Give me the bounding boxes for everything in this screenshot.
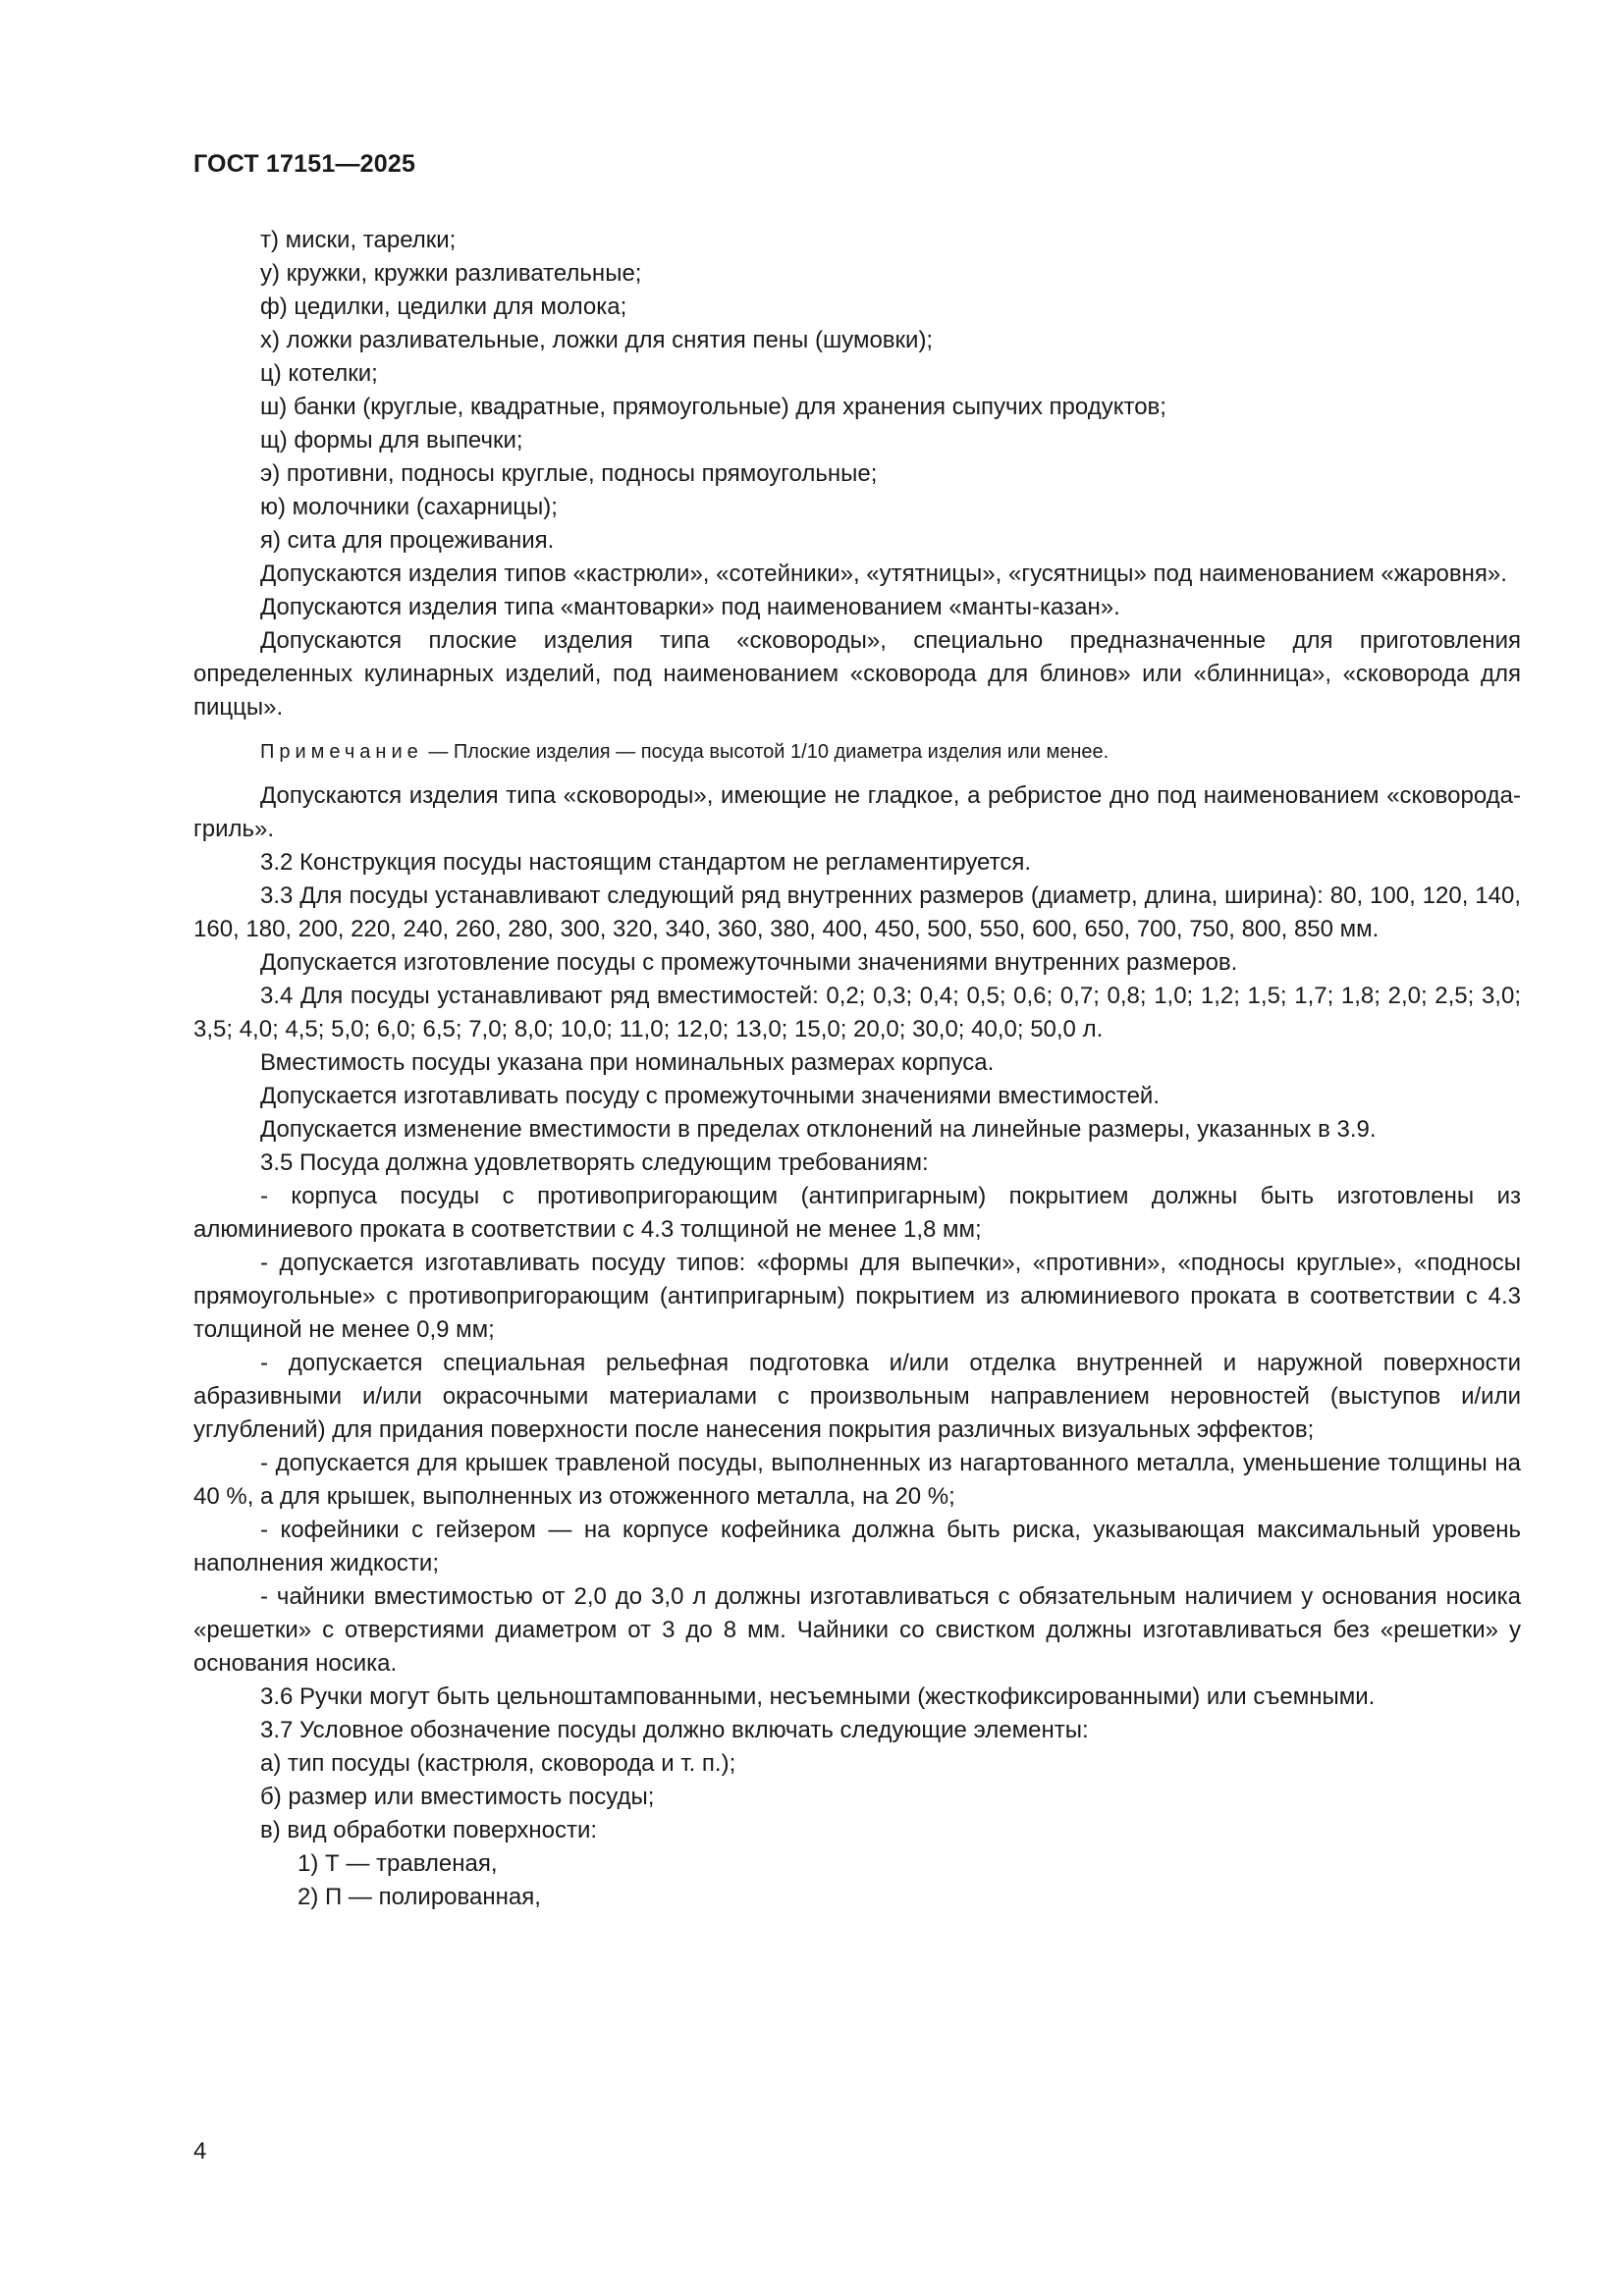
requirement-item: - корпуса посуды с противопригорающим (антипригарным) покрытием должны быть изготовлены из алюминиевого проката в соответствии с 4.3 толщиной не менее 1,8 мм;: [193, 1183, 1521, 1243]
paragraph: Допускаются плоские изделия типа «сковороды», специально предназначенные для приготовления определенных кулинарных изделий, под наименованием «сковорода для блинов» или «блинница», «сковорода для пиццы».: [193, 627, 1521, 721]
designation-item: а) тип посуды (кастрюля, сковорода и т. п.);: [260, 1750, 736, 1777]
designation-item: в) вид обработки поверхности:: [260, 1817, 598, 1843]
document-body: [193, 224, 1521, 1914]
requirement-item: - чайники вместимостью от 2,0 до 3,0 л должны изготавливаться с обязательным наличием у основания носика «решетки» с отверстиями диаметром от 3 до 8 мм. Чайники со свистком должны изготавливаться без «решетки» у основания носика.: [193, 1583, 1521, 1677]
note-label: Примечание: [260, 741, 423, 763]
requirement-item: - допускается специальная рельефная подготовка и/или отделка внутренней и наружной поверхности абразивными и/или окрасочными материалами с произвольным направлением неровностей (выступов и/или углублений) для придания поверхности после нанесения покрытия различных визуальных эффектов;: [193, 1350, 1521, 1443]
paragraph: Вместимость посуды указана при номинальных размерах корпуса.: [260, 1049, 995, 1076]
paragraph: 3.7 Условное обозначение посуды должно включать следующие элементы:: [260, 1717, 1089, 1743]
paragraph: Допускается изготавливать посуду с промежуточными значениями вместимостей.: [260, 1083, 1160, 1109]
list-item: ф) цедилки, цедилки для молока;: [260, 294, 627, 320]
requirement-item: - кофейники с гейзером — на корпусе кофейника должна быть риска, указывающая максимальный уровень наполнения жидкости;: [193, 1517, 1521, 1576]
page-number: 4: [193, 2138, 207, 2164]
paragraph: Допускаются изделия типа «мантоварки» под наименованием «манты-казан».: [260, 594, 1120, 620]
list-item: у) кружки, кружки разливательные;: [260, 260, 642, 287]
list-item: ш) банки (круглые, квадратные, прямоугольные) для хранения сыпучих продуктов;: [260, 394, 1166, 420]
surface-item: 1) Т — травленая,: [298, 1850, 498, 1877]
requirement-item: - допускается для крышек травленой посуды, выполненных из нагартованного металла, уменьшение толщины на 40 %, а для крышек, выполненных из отожженного металла, на 20 %;: [193, 1450, 1521, 1510]
surface-item: 2) П — полированная,: [298, 1884, 541, 1910]
paragraph: Допускается изготовление посуды с промежуточными значениями внутренних размеров.: [260, 949, 1238, 976]
list-item: я) сита для процеживания.: [260, 527, 555, 554]
list-item: ц) котелки;: [260, 360, 378, 387]
note: [193, 736, 1521, 768]
paragraph: 3.4 Для посуды устанавливают ряд вместимостей: 0,2; 0,3; 0,4; 0,5; 0,6; 0,7; 0,8; 1,0; 1,2; 1,5; 1,7; 1,8; 2,0; 2,5; 3,0; 3,5; 4,0; 4,5; 5,0; 6,0; 6,5; 7,0; 8,0; 10,0; 11,0; 12,0; 13,0; 15,0; 20,0; 30,0; 40,0; 50,0 л.: [193, 983, 1521, 1042]
list-item: э) противни, подносы круглые, подносы прямоугольные;: [260, 460, 878, 487]
paragraph: Допускается изменение вместимости в пределах отклонений на линейные размеры, указанных в 3.9.: [260, 1116, 1377, 1143]
paragraph: 3.2 Конструкция посуды настоящим стандартом не регламентируется.: [260, 849, 1031, 876]
list-item: ю) молочники (сахарницы);: [260, 494, 558, 520]
list-item: щ) формы для выпечки;: [260, 427, 523, 454]
list-item: т) миски, тарелки;: [260, 227, 457, 253]
designation-item: б) размер или вместимость посуды;: [260, 1784, 655, 1810]
note-text: — Плоские изделия — посуда высотой 1/10 диаметра изделия или менее.: [422, 741, 1110, 763]
paragraph: Допускаются изделия типов «кастрюли», «сотейники», «утятницы», «гусятницы» под наименованием «жаровня».: [260, 561, 1507, 587]
list-item: х) ложки разливательные, ложки для снятия пены (шумовки);: [260, 327, 934, 353]
paragraph: 3.3 Для посуды устанавливают следующий ряд внутренних размеров (диаметр, длина, ширина): 80, 100, 120, 140, 160, 180, 200, 220, 240, 260, 280, 300, 320, 340, 360, 380, 400, 450, 500, 550, 600, 650, 700, 750, 800, 850 мм.: [193, 882, 1521, 942]
paragraph: Допускаются изделия типа «сковороды», имеющие не гладкое, а ребристое дно под наименованием «сковорода-гриль».: [193, 782, 1521, 842]
paragraph: 3.5 Посуда должна удовлетворять следующим требованиям:: [260, 1149, 929, 1176]
document-header: ГОСТ 17151—2025: [193, 150, 416, 178]
paragraph: 3.6 Ручки могут быть цельноштампованными, несъемными (жесткофиксированными) или съемными.: [260, 1683, 1376, 1710]
requirement-item: - допускается изготавливать посуду типов: «формы для выпечки», «противни», «подносы круглые», «подносы прямоугольные» с противопригорающим (антипригарным) покрытием из алюминиевого проката в соответствии с 4.3 толщиной не менее 0,9 мм;: [193, 1250, 1521, 1343]
